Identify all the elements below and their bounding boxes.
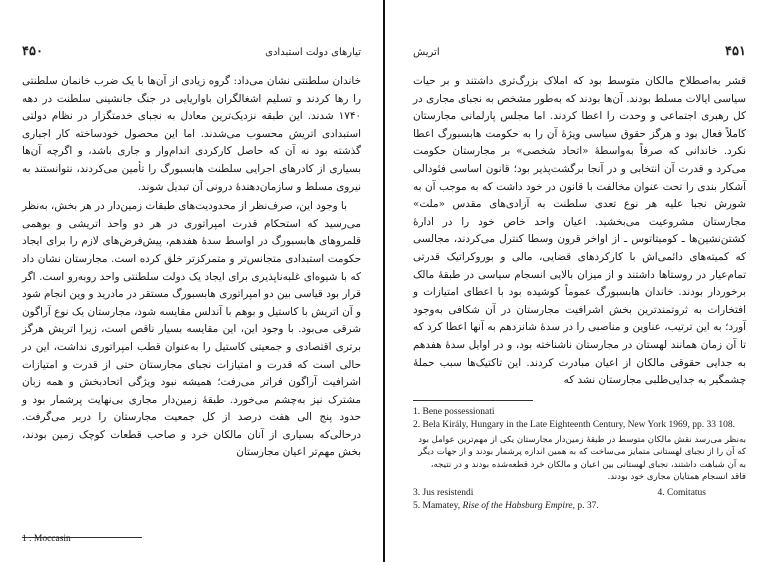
- running-head: تیارهای دولت استبدادی: [265, 47, 361, 58]
- left-page-header: [22, 44, 361, 59]
- page-number: ۴۵۱: [725, 44, 746, 59]
- footnote-prefix: 5. Mamatey,: [413, 500, 463, 511]
- paragraph: خاندان سلطنتی نشان می‌داد: گروه زیادی از آن‌ها با یک ضرب خانمان سلطنتی را رها کردند و تسلیم اشغالگران باواریایی در جنگ جانشینی سلطنت در دهه ۱۷۴۰ شدند. این طبقه نزدیک‌ترین معادل به نجبای خدمتگزار در نظام دولتی استبدادی اتریش محسوب می‌شدند. اما این محصول خودساخته کار اجباری گذشته بود نه آن که حاصل کارکردی اندام‌وار و جاری باشد، و اگرچه آن‌ها بسیاری از کادرهای اجرایی سلطنت هابسبورگ را تأمین می‌کردند، نتوانستند به نیروی مسلط و سازمان‌دهندهٔ درونی آن تبدیل شوند.: [22, 75, 361, 193]
- footnotes: [413, 406, 746, 513]
- footnote: 2. Bela Király, Hungary in the Late Eighteenth Century, New York 1969, pp. 33 108.: [413, 419, 735, 430]
- footnote: [413, 500, 746, 513]
- footnote: 3. Jus resistendi: [413, 487, 474, 498]
- right-page-header: [413, 44, 746, 59]
- footnote: 1 . Moccasin: [22, 534, 71, 544]
- footnote-divider: [413, 400, 533, 401]
- paragraph: با وجود این، صرف‌نظر از محدودیت‌های طبقات زمین‌دار در هر بخش، به‌نظر می‌رسید که استحکام قدرت امپراتوری در هر دو واحد اتریشی و بوهمی قلمروهای هابسبورگ در اواسط سدهٔ هفدهم، پیش‌فرض‌های لازم را برای ایجاد حکومت استبدادی متجانس‌تر و متمرکزتر خلق کرده است. مجارستان نشان داد که با شیوه‌ای غلبه‌ناپذیری برای ایجاد یک دولت سلطنتی واحد روبه‌رو است. اگر قرار بود قیاسی بین دو امپراتوری هابسبورگ مستقر در مادرید و وین انجام شود و آن اتریش با کاستیل و بوهم با آندلس مقایسه شود، مجارستان یک نوع آراگون شرقی می‌بود. با وجود این، این مقایسه بسیار ناقص است، زیرا اتریش هرگز برتری اقتصادی و جمعیتی کاستیل را به‌عنوان قطب امپراتوری نداشت، این در حالی است که قدرت و امتیازات نجبای مجارستان حتی از قدرت و امتیازات اشرافیت آراگون فراتر می‌رفت؛ همیشه نبود ویژگی اتحادبخش و همه زبان مشترک نیز به‌چشم می‌خورد. طبقهٔ زمین‌دار مجاری بی‌نهایت پرشمار بود و حدود پنج الی هفت درصد از کل جمعیت مجارستان را دربر می‌گرفت. درحالی‌که بسیاری از آنان مالکان خرد و صاحب قطعات کوچک زمین بودند، بخش مهم‌تر اعیان مجارستان: [22, 200, 361, 459]
- left-page: [0, 0, 383, 562]
- footnote-row: [413, 487, 746, 500]
- body-text: [22, 73, 361, 462]
- page-number: ۴۵۰: [22, 44, 43, 59]
- running-head: اتریش: [413, 47, 440, 58]
- footnote-persian: به‌نظر می‌رسد نقش مالکان متوسط در طبقهٔ زمین‌دار مجارستان یکی از مهم‌ترین عوامل بود که آن را از نجبای لهستانی متمایز می‌ساخت که به همین اندازه پرشمار بودند و از جهات دیگر به آن شباهت داشتند، نجبای لهستانی بین اعیان و مالکان خرد قطعه‌شده بودند و در نتیجه، فاقد انسجام همتایان مجاری خود بودند.: [418, 434, 746, 483]
- footnote-suffix: , p. 37.: [572, 500, 599, 511]
- footnote-title: Rise of the Habsburg Empire: [462, 500, 573, 511]
- paragraph: قشر به‌اصطلاح مالکان متوسط بود که املاک بزرگ‌تری داشتند و بر حیات سیاسی ایالات مسلط بودند. آن‌ها بودند که به‌طور مشخص به نجبای مجاری در کل رهبری اجتماعی و وحدت را اعطا کردند. اما مجلس پارلمانی مجارستان کاملاً فعال بود و هرگز حقوق سیاسی ویژهٔ آن را به حکومت هابسبورگ اعطا نکرد. خاندانی که صرفاً به‌واسطهٔ «اتحاد شخصی» بر مجارستان حکومت می‌کرد و قدرت آن انتخابی و در آنجا برگشت‌پذیر بود؛ قانون اساسی فئودالی آشکار بندی را تحت عنوان مخالفت با قانون در خود داشت که به موجب آن به شورش نجبا علیه هر نوع تعدی سلطنت به آزادی‌های مقدس «ملت» مجارستان مشروعیت می‌بخشید. اعیان واحد خاص خود را در ادارهٔ کشتن‌نشین‌ها ـ کومیتاتوس ـ از اواخر قرون وسطا کنترل می‌کردند، مجالسی که کمیته‌های دائمی‌اش با کارکردهای قضایی، مالی و بوروکراتیک قدرتی تمام‌عیار در روستاها داشتند و از میزان بالایی انسجام سیاسی در طبقهٔ مالک برخوردار بودند. خاندان هابسبورگ عموماً کوشیده بود با اعطای امتیازات و افتخارات به ثروتمندترین بخش اشرافیت مجارستان در آن شکافی به‌وجود آورد؛ به این ترتیب، عناوین و مناصبی را در سدهٔ شانزدهم به آنها اعطا کرد که تا آن زمان همانند لهستان در مجارستان ناشناخته بود، و در اوایل سدهٔ هفدهم به جدایی حقوقی مالکان از اعیان مبادرت کردند. این تاکتیک‌ها سبب حملهٔ چشمگیر به جدایی‌طلبی مجارستان نشد که: [413, 75, 746, 387]
- footnote: 1. Bene possessionati: [413, 406, 495, 417]
- right-page: [385, 0, 768, 562]
- footnote: 4. Comitatus: [657, 487, 706, 498]
- body-text: [413, 73, 746, 390]
